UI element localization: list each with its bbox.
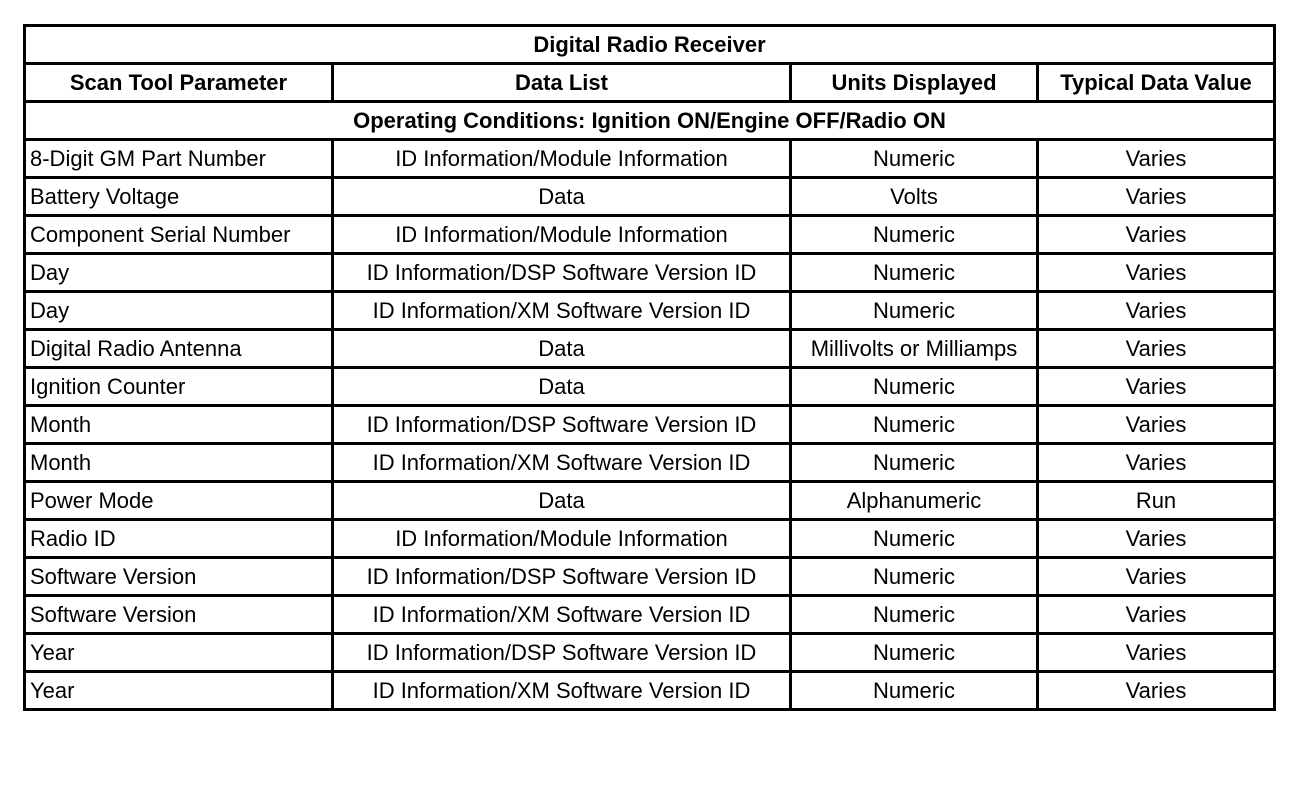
cell-units: Numeric xyxy=(791,254,1038,292)
cell-parameter: Year xyxy=(25,672,333,710)
cell-data-list: ID Information/DSP Software Version ID xyxy=(333,406,791,444)
table-body xyxy=(25,140,1275,710)
cell-parameter: Software Version xyxy=(25,596,333,634)
cell-typical-value: Varies xyxy=(1038,520,1275,558)
table-row xyxy=(25,520,1275,558)
cell-parameter: Software Version xyxy=(25,558,333,596)
cell-typical-value: Varies xyxy=(1038,444,1275,482)
operating-conditions: Operating Conditions: Ignition ON/Engine OFF/Radio ON xyxy=(25,102,1275,140)
cell-units: Numeric xyxy=(791,634,1038,672)
cell-data-list: ID Information/Module Information xyxy=(333,140,791,178)
cell-data-list: ID Information/Module Information xyxy=(333,216,791,254)
header-row xyxy=(25,64,1275,102)
cell-units: Numeric xyxy=(791,596,1038,634)
cell-data-list: Data xyxy=(333,330,791,368)
cell-parameter: Year xyxy=(25,634,333,672)
cell-data-list: ID Information/XM Software Version ID xyxy=(333,292,791,330)
cell-data-list: Data xyxy=(333,178,791,216)
cell-typical-value: Varies xyxy=(1038,292,1275,330)
table-row xyxy=(25,368,1275,406)
header-typical-data-value: Typical Data Value xyxy=(1038,64,1275,102)
cell-typical-value: Varies xyxy=(1038,216,1275,254)
cell-units: Numeric xyxy=(791,292,1038,330)
cell-units: Volts xyxy=(791,178,1038,216)
cell-data-list: ID Information/XM Software Version ID xyxy=(333,444,791,482)
cell-typical-value: Varies xyxy=(1038,672,1275,710)
cell-parameter: Digital Radio Antenna xyxy=(25,330,333,368)
cell-typical-value: Varies xyxy=(1038,140,1275,178)
cell-data-list: ID Information/DSP Software Version ID xyxy=(333,254,791,292)
cell-parameter: Power Mode xyxy=(25,482,333,520)
cell-data-list: ID Information/XM Software Version ID xyxy=(333,672,791,710)
cell-data-list: Data xyxy=(333,368,791,406)
cell-units: Numeric xyxy=(791,406,1038,444)
cell-parameter: Day xyxy=(25,292,333,330)
table-row xyxy=(25,672,1275,710)
cell-units: Numeric xyxy=(791,368,1038,406)
cell-parameter: Ignition Counter xyxy=(25,368,333,406)
table-row xyxy=(25,292,1275,330)
cell-typical-value: Varies xyxy=(1038,406,1275,444)
conditions-row xyxy=(25,102,1275,140)
cell-units: Numeric xyxy=(791,520,1038,558)
table-row xyxy=(25,596,1275,634)
cell-data-list: ID Information/DSP Software Version ID xyxy=(333,558,791,596)
cell-parameter: Day xyxy=(25,254,333,292)
table-row xyxy=(25,178,1275,216)
cell-data-list: ID Information/Module Information xyxy=(333,520,791,558)
cell-typical-value: Varies xyxy=(1038,368,1275,406)
cell-units: Millivolts or Milliamps xyxy=(791,330,1038,368)
cell-typical-value: Varies xyxy=(1038,558,1275,596)
cell-units: Numeric xyxy=(791,140,1038,178)
table-row xyxy=(25,140,1275,178)
table-title: Digital Radio Receiver xyxy=(25,26,1275,64)
cell-parameter: Radio ID xyxy=(25,520,333,558)
cell-data-list: ID Information/DSP Software Version ID xyxy=(333,634,791,672)
cell-typical-value: Varies xyxy=(1038,596,1275,634)
cell-units: Numeric xyxy=(791,444,1038,482)
table-row xyxy=(25,634,1275,672)
table-row xyxy=(25,216,1275,254)
header-units-displayed: Units Displayed xyxy=(791,64,1038,102)
cell-units: Numeric xyxy=(791,558,1038,596)
cell-typical-value: Varies xyxy=(1038,634,1275,672)
title-row xyxy=(25,26,1275,64)
cell-typical-value: Varies xyxy=(1038,178,1275,216)
header-data-list: Data List xyxy=(333,64,791,102)
table-row xyxy=(25,444,1275,482)
cell-data-list: ID Information/XM Software Version ID xyxy=(333,596,791,634)
cell-units: Numeric xyxy=(791,672,1038,710)
digital-radio-receiver-table xyxy=(23,24,1276,711)
header-scan-tool-parameter: Scan Tool Parameter xyxy=(25,64,333,102)
table-row xyxy=(25,330,1275,368)
cell-data-list: Data xyxy=(333,482,791,520)
table-row xyxy=(25,558,1275,596)
cell-parameter: Month xyxy=(25,406,333,444)
table-row xyxy=(25,254,1275,292)
cell-parameter: 8-Digit GM Part Number xyxy=(25,140,333,178)
cell-units: Alphanumeric xyxy=(791,482,1038,520)
cell-typical-value: Varies xyxy=(1038,254,1275,292)
table-row xyxy=(25,406,1275,444)
cell-parameter: Battery Voltage xyxy=(25,178,333,216)
cell-typical-value: Varies xyxy=(1038,330,1275,368)
table-row xyxy=(25,482,1275,520)
cell-typical-value: Run xyxy=(1038,482,1275,520)
cell-units: Numeric xyxy=(791,216,1038,254)
cell-parameter: Month xyxy=(25,444,333,482)
cell-parameter: Component Serial Number xyxy=(25,216,333,254)
